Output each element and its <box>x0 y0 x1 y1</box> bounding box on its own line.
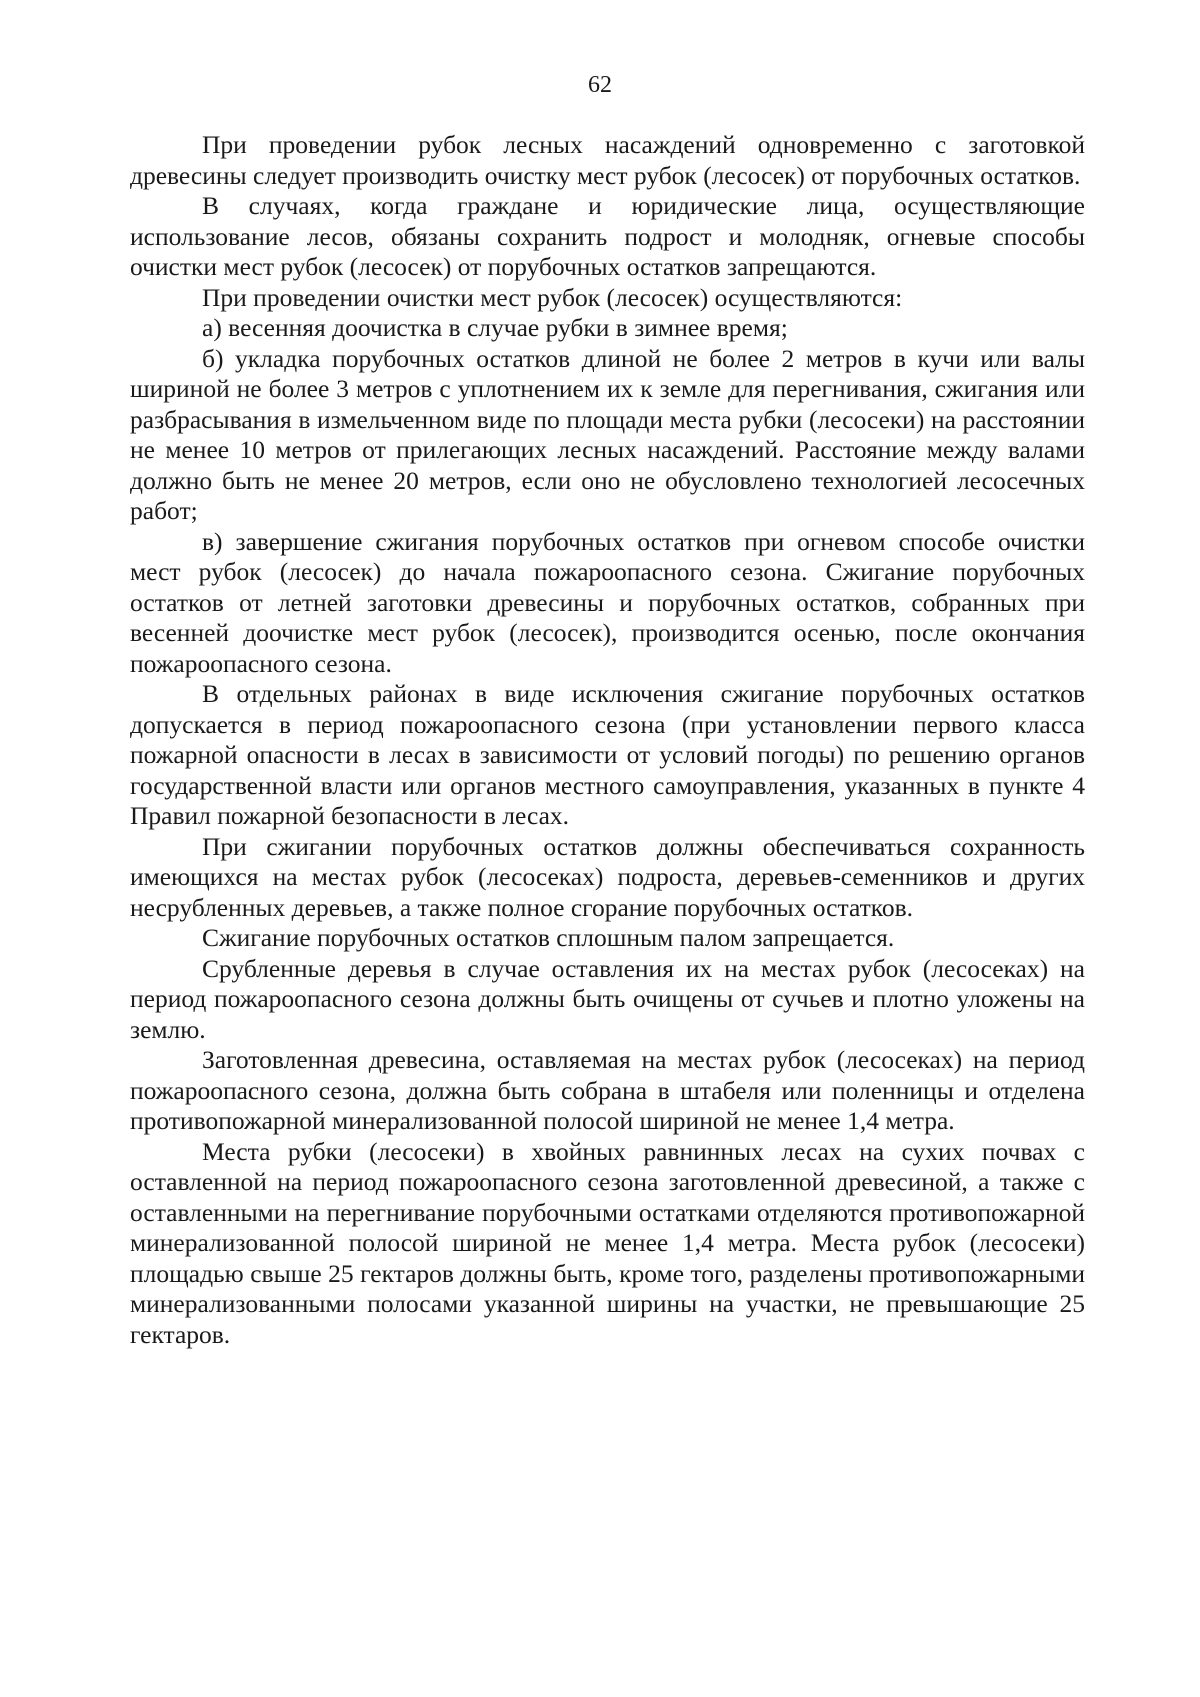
list-item-a: а) весенняя доочистка в случае рубки в зимнее время; <box>202 313 788 342</box>
list-item-c: в) завершение сжигания порубочных остатков при огневом способе очистки мест рубок (лесосек) до начала пожароопасного сезона. Сжигание порубочных остатков от летней заготовки древесины и порубочных остатков, собранных при весенней доочистке мест рубок (лесосек), производится осенью, после окончания пожароопасного сезона. <box>130 526 1085 678</box>
paragraph: Сжигание порубочных остатков сплошным палом запрещается. <box>202 923 895 952</box>
paragraph: Срубленные деревья в случае оставления их на местах рубок (лесосеках) на период пожароопасного сезона должны быть очищены от сучьев и плотно уложены на землю. <box>130 953 1085 1044</box>
paragraph: При проведении очистки мест рубок (лесосек) осуществляются: <box>202 282 903 312</box>
paragraph: Места рубки (лесосеки) в хвойных равнинных лесах на сухих почвах с оставленной на период пожароопасного сезона заготовленной древесиной, а также с оставленными на перегнивание порубочными остатками отделяются противопожарной минерализованной полосой шириной не менее 1,4 метра. Места рубок (лесосеки) площадью свыше 25 гектаров должны быть, кроме того, разделены противопожарными минерализованными полосами указанной ширины на участки, не превышающие 25 гектаров. <box>130 1136 1085 1349</box>
page-number: 62 <box>588 72 612 98</box>
paragraph: При сжигании порубочных остатков должны обеспечиваться сохранность имеющихся на местах рубок (лесосеках) подроста, деревьев-семенников и других несрубленных деревьев, а также полное сгорание порубочных остатков. <box>130 831 1085 922</box>
document-body <box>130 130 1085 1350</box>
paragraph: Заготовленная древесина, оставляемая на местах рубок (лесосеках) на период пожароопасного сезона, должна быть собрана в штабеля или поленницы и отделена противопожарной минерализованной полосой шириной не менее 1,4 метра. <box>130 1045 1085 1135</box>
paragraph: При проведении рубок лесных насаждений одновременно с заготовкой древесины следует производить очистку мест рубок (лесосек) от порубочных остатков. <box>130 130 1085 190</box>
list-item-b: б) укладка порубочных остатков длиной не более 2 метров в кучи или валы шириной не более 3 метров с уплотнением их к земле для перегнивания, сжигания или разбрасывания в измельченном виде по площади места рубки (лесосеки) на расстоянии не менее 10 метров от прилегающих лесных насаждений. Расстояние между валами должно быть не менее 20 метров, если оно не обусловлено технологией лесосечных работ; <box>130 343 1085 525</box>
paragraph: В отдельных районах в виде исключения сжигание порубочных остатков допускается в период пожароопасного сезона (при установлении первого класса пожарной опасности в лесах в зависимости от условий погоды) по решению органов государственной власти или органов местного самоуправления, указанных в пункте 4 Правил пожарной безопасности в лесах. <box>130 679 1085 830</box>
paragraph: В случаях, когда граждане и юридические лица, осуществляющие использование лесов, обязаны сохранить подрост и молодняк, огневые способы очистки мест рубок (лесосек) от порубочных остатков запрещаются. <box>130 191 1085 281</box>
